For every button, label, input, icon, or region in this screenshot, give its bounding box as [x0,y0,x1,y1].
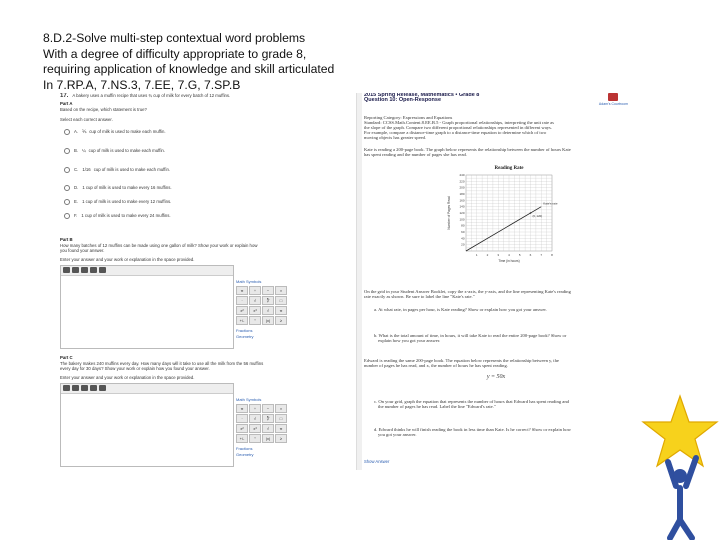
x-axis-label: Time (in hours) [498,259,520,263]
math-key[interactable]: □ [275,296,287,305]
math-key[interactable]: √ [262,424,274,433]
question-text: A bakery uses a muffin recipe that uses ¾ cup of milk for every batch of 12 muffins. [72,93,231,98]
math-key[interactable]: ÷ [249,404,261,413]
math-key[interactable]: π [236,404,248,413]
math-key[interactable]: × [275,286,287,295]
slide-title-line: requiring application of knowledge and skill articulated [43,62,335,77]
math-key[interactable]: ° [249,316,261,325]
y-tick-label: 180 [459,192,465,196]
corner-label: Adam's Courtroom [598,102,628,106]
option-b[interactable]: B. ¼ cup of milk is used to make each muffin. [64,148,165,154]
question-number: 17. [60,93,69,99]
y-tick-label: 100 [459,217,465,222]
edward-text: number of pages he has read, and x, the number of hours he has spent reading. [364,363,508,368]
math-key[interactable]: x² [236,306,248,315]
fractions-link[interactable]: Fractions [236,328,253,334]
part-a-label: Part A [60,101,73,106]
intro-text: has spent reading and the number of pages she has read. [364,152,467,157]
checkbox[interactable] [64,167,70,173]
math-key[interactable]: ≥ [275,434,287,443]
y-tick-label: 80 [461,223,465,228]
math-key[interactable]: π [275,306,287,315]
palette-links [236,328,290,340]
task-a-text: rate exactly as shown. Be sure to label the line "Kate's rate." [364,294,475,299]
y-tick-label: 200 [459,185,465,190]
math-symbols-link[interactable]: Math Symbols [236,279,262,284]
x-tick-label: 4 [508,253,510,257]
y-tick-label: 220 [459,179,465,184]
math-key[interactable]: ° [249,434,261,443]
outdent-icon[interactable] [99,385,106,391]
math-key[interactable]: ∛ [262,296,274,305]
question-header [60,93,230,99]
part-a-prompt: Based on the recipe, which statement is true? [60,107,147,112]
outdent-icon[interactable] [99,267,106,273]
item-header [364,93,479,104]
standard-text: For example, compare a distance-time graph to a distance-time equation to determine which of two [364,130,547,135]
x-tick-label: 5 [518,253,521,257]
question-a: a. At what rate, in pages per hour, is Kate reading? Show or explain how you got your answer. [374,307,547,312]
slide-title-line: 8.D.2-Solve multi-step contextual word problems [43,31,306,45]
editor-toolbar [61,384,233,394]
y-tick-label: 240 [459,173,465,177]
math-key[interactable]: √ [262,306,274,315]
math-key[interactable]: |x| [262,316,274,325]
math-key[interactable]: +/- [236,434,248,443]
option-d[interactable]: D. 1 cup of milk is used to make every 16 muffins. [64,185,172,191]
part-c-prompt: every day for 30 days? Show your work or explain how you found your answer. [60,366,210,371]
indent-icon[interactable] [90,385,97,391]
checkbox[interactable] [64,185,70,191]
person-head [673,469,687,483]
question-b: b. What is the total amount of time, in hours, it will take Kate to read the entire 200-page book? Show or [374,333,567,338]
part-a-instruction: Select each correct answer. [60,117,113,122]
option-c[interactable]: C. 1/16 cup of milk is used to make each muffin. [64,167,170,173]
x-tick-label: 8 [551,253,553,257]
math-key[interactable]: × [275,404,287,413]
x-tick-label: 3 [497,253,500,257]
part-c-answer-editor[interactable] [60,383,234,467]
reporting-category: Reporting Category: Expressions and Equations [364,115,453,120]
task-a-text: On the grid in your Student Answer Booklet, copy the x-axis, the y-axis, and the line representing Kate's reading [364,289,571,294]
x-tick-label: 6 [529,253,532,257]
question-c: the number of pages he has read. Label the line "Edward's rate." [378,404,496,409]
series-label: Kate's rate [543,201,558,206]
annotated-point [530,212,532,214]
math-key[interactable]: π [236,286,248,295]
y-tick-label: 140 [459,204,465,209]
option-e[interactable]: E. 1 cup of milk is used to make every 12 muffins. [64,199,171,205]
part-b-prompt: you found your answer. [60,248,105,253]
math-key[interactable]: ∛ [262,414,274,423]
question-b: explain how you got your answer. [378,338,441,343]
item-header-subtitle: Question 10: Open-Response [364,97,442,104]
part-b-answer-editor[interactable] [60,265,234,349]
part-c-instruction: Enter your answer and your work or explanation in the space provided. [60,375,195,380]
released-item-panel [364,93,632,471]
list-icon[interactable] [81,267,88,273]
redo-icon[interactable] [72,385,79,391]
math-key[interactable]: x³ [249,424,261,433]
undo-icon[interactable] [63,267,70,273]
part-b-instruction: Enter your answer and your work or explanation in the space provided. [60,257,195,262]
editor-toolbar [61,266,233,276]
assessment-item-panel [60,93,356,470]
math-key[interactable]: √ [249,296,261,305]
y-tick-label: 160 [459,198,465,203]
corner-badge[interactable] [599,93,628,107]
part-c-label: Part C [60,355,73,360]
math-key[interactable]: − [262,404,274,413]
part-b-prompt: How many batches of 12 muffins can be made using one gallon of milk? Show your work or explain how [60,243,258,248]
math-key[interactable]: ÷ [249,286,261,295]
math-key[interactable]: · [236,296,248,305]
checkbox[interactable] [64,129,70,135]
math-key[interactable]: √ [249,414,261,423]
x-tick-label: 2 [486,253,489,257]
book-icon [608,93,618,101]
math-keys [236,404,290,443]
part-c-math-palette [236,397,290,458]
option-a[interactable]: A. ⅙ cup of milk is used to make each muffin. [64,129,166,135]
indent-icon[interactable] [90,267,97,273]
y-tick-label: 120 [459,211,465,215]
geometry-link[interactable]: Geometry [236,452,254,458]
item-header-title: 2015 Spring Release, Mathematics • Grade 8 [364,93,480,98]
y-tick-label: 60 [461,230,465,234]
x-tick-label: 1 [475,253,478,257]
undo-icon[interactable] [63,385,70,391]
redo-icon[interactable] [72,267,79,273]
list-icon[interactable] [81,385,88,391]
palette-links [236,446,290,458]
y-tick-label: 40 [461,236,465,241]
checkbox[interactable] [64,148,70,154]
math-key[interactable]: − [262,286,274,295]
math-key[interactable]: π [275,424,287,433]
show-answer-link[interactable]: Show Answer [364,459,390,464]
math-key[interactable]: x³ [249,306,261,315]
question-d: you got your answer. [378,432,417,437]
checkbox[interactable] [64,199,70,205]
question-c: c. On your grid, graph the equation that represents the number of hours that Edward has spent reading and [374,399,569,404]
y-tick-label: 20 [461,242,465,247]
checkbox[interactable] [64,213,70,219]
intro-text: Kate is reading a 200-page book. The graph below represents the relationship between the number of hours Kate [364,147,571,152]
chart-title: Reading Rate [494,166,524,171]
x-tick-label: 7 [540,253,543,257]
edward-text: Edward is reading the same 200-page book. The equation below represents the relationship between y, the [364,358,559,363]
standard-text: the slope of the graph. Compare two different proportional relationships represented in different ways. [364,125,552,130]
math-key[interactable]: ≥ [275,316,287,325]
slide-title-line: With a degree of difficulty appropriate to grade 8, [43,46,307,61]
question-d: d. Edward thinks he will finish reading the book in less time than Kate. Is he correct? Show or explain how [374,427,571,432]
standard-text: moving objects has greater speed. [364,135,427,140]
option-f[interactable]: F. 1 cup of milk is used to make every 24 muffins. [64,213,171,219]
math-key[interactable]: +/- [236,316,248,325]
part-b-math-palette [236,279,290,340]
math-key[interactable]: · [236,414,248,423]
point-annotation: (6, 120) [532,214,543,218]
math-keys [236,286,290,325]
math-key[interactable]: □ [275,414,287,423]
math-symbols-link[interactable]: Math Symbols [236,397,262,402]
math-key[interactable]: |x| [262,434,274,443]
fractions-link[interactable]: Fractions [236,446,253,452]
slide-title-line: In 7.RP.A, 7.NS.3, 7.EE, 7.G, 7.SP.B [43,77,241,92]
part-c-prompt: The bakery makes 240 muffins every day. How many days will it take to use all the milk from the 56 muffins [60,361,264,366]
star-shape [643,396,717,466]
equation: y = 50x [486,374,506,380]
part-b-label: Part B [60,237,73,242]
slide-title [43,31,423,93]
geometry-link[interactable]: Geometry [236,334,254,340]
star-mascot-illustration [640,392,720,540]
reading-rate-chart [444,161,566,269]
scrollbar[interactable] [356,93,362,470]
y-axis-label: Number of Pages Read [447,196,451,230]
math-key[interactable]: x² [236,424,248,433]
standard-text: Standard: CCSS.Math.Content.8.EE.B.5 - Graph proportional relationships, interpreting the unit rate as [364,120,554,125]
